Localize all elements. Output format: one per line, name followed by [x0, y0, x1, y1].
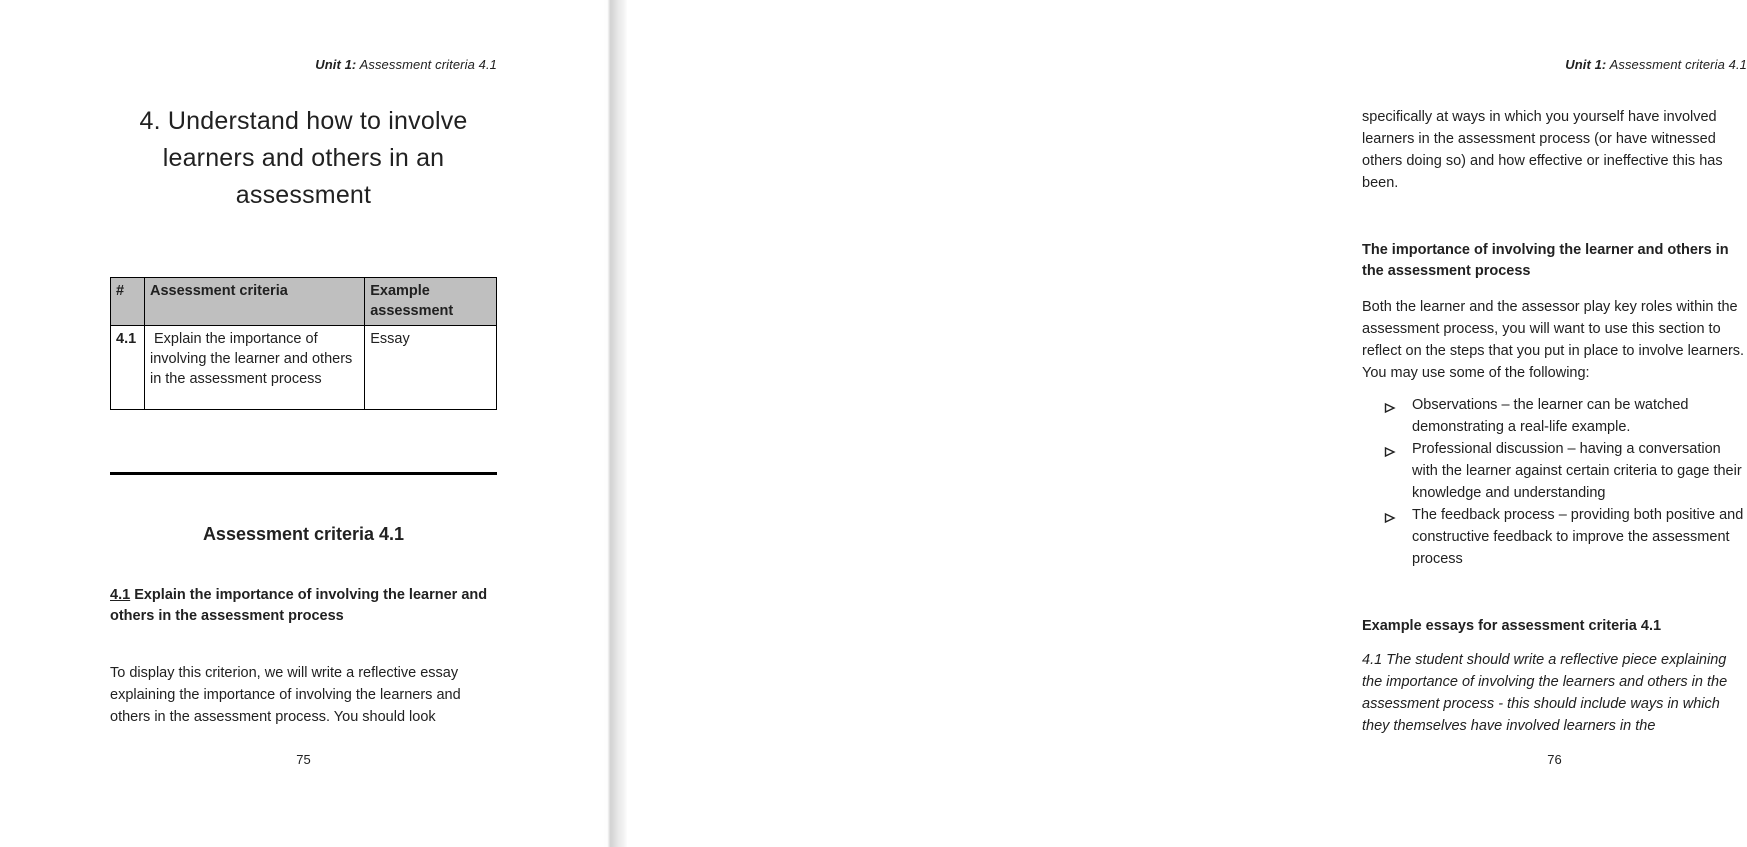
table-cell-example: Essay: [365, 326, 497, 410]
list-item: [1362, 504, 1747, 570]
left-page: [0, 0, 605, 847]
body-paragraph: To display this criterion, we will write a reflective essay explaining the importance of involving the learners and others in the assessment process. You should look: [110, 665, 461, 725]
table-cell-number: 4.1: [111, 326, 145, 410]
running-header-rest: Assessment criteria 4.1: [1606, 57, 1747, 72]
criterion-text: Explain the importance of involving the learner and others in the assessment process: [110, 587, 488, 624]
chapter-title: 4. Understand how to involve learners and others in an assessment: [139, 107, 468, 209]
running-header-left: [110, 57, 497, 72]
arrowhead-bullet-icon: [1384, 399, 1396, 411]
assessment-criteria-table: [110, 277, 497, 410]
table-header-criteria: Assessment criteria: [144, 278, 364, 326]
horizontal-rule: [110, 472, 497, 475]
table-header-row: [111, 278, 497, 326]
list-item: [1362, 438, 1747, 504]
page-number-right: 76: [1547, 752, 1562, 767]
list-item-text: Observations – the learner can be watched demonstrating a real-life example.: [1412, 397, 1689, 435]
criterion-number: 4.1: [110, 587, 131, 603]
running-header-rest: Assessment criteria 4.1: [356, 57, 497, 72]
page-divider: [603, 0, 628, 847]
arrowhead-bullet-icon: [1384, 509, 1396, 521]
page-number-left: 75: [296, 752, 311, 767]
right-page: [627, 0, 1747, 847]
table-cell-criteria: Explain the importance of involving the learner and others in the assessment process: [144, 326, 364, 410]
arrowhead-bullet-icon: [1384, 443, 1396, 455]
list-item-text: The feedback process – providing both positive and constructive feedback to improve the assessment process: [1412, 507, 1744, 567]
running-header-unit: Unit 1:: [315, 57, 357, 72]
list-item-text: Professional discussion – having a conversation with the learner against certain criteria to gage their knowledge and understanding: [1412, 441, 1742, 501]
table-header-number: #: [111, 278, 145, 326]
criterion-heading: [110, 585, 497, 627]
continuation-paragraph: specifically at ways in which you yourself have involved learners in the assessment process (or have witnessed others doing so) and how effective or ineffective this has been.: [1362, 109, 1723, 191]
example-essay-paragraph: 4.1 The student should write a reflective piece explaining the importance of involving the learners and others in the assessment process - this should include ways in which they themselves have involved learners in the: [1362, 652, 1728, 734]
running-header-right: [1362, 57, 1747, 72]
table-row: [111, 326, 497, 410]
example-essays-heading: Example essays for assessment criteria 4.1: [1362, 618, 1662, 634]
methods-bullet-list: [1362, 394, 1747, 570]
running-header-unit: Unit 1:: [1565, 57, 1607, 72]
table-header-example: Example assessment: [365, 278, 497, 326]
importance-heading: The importance of involving the learner and others in the assessment process: [1362, 242, 1729, 279]
section-heading: Assessment criteria 4.1: [202, 524, 405, 544]
list-item: [1362, 394, 1747, 438]
roles-paragraph: Both the learner and the assessor play key roles within the assessment process, you will want to use this section to reflect on the steps that you put in place to involve learners. You may use some of the following:: [1362, 299, 1745, 381]
